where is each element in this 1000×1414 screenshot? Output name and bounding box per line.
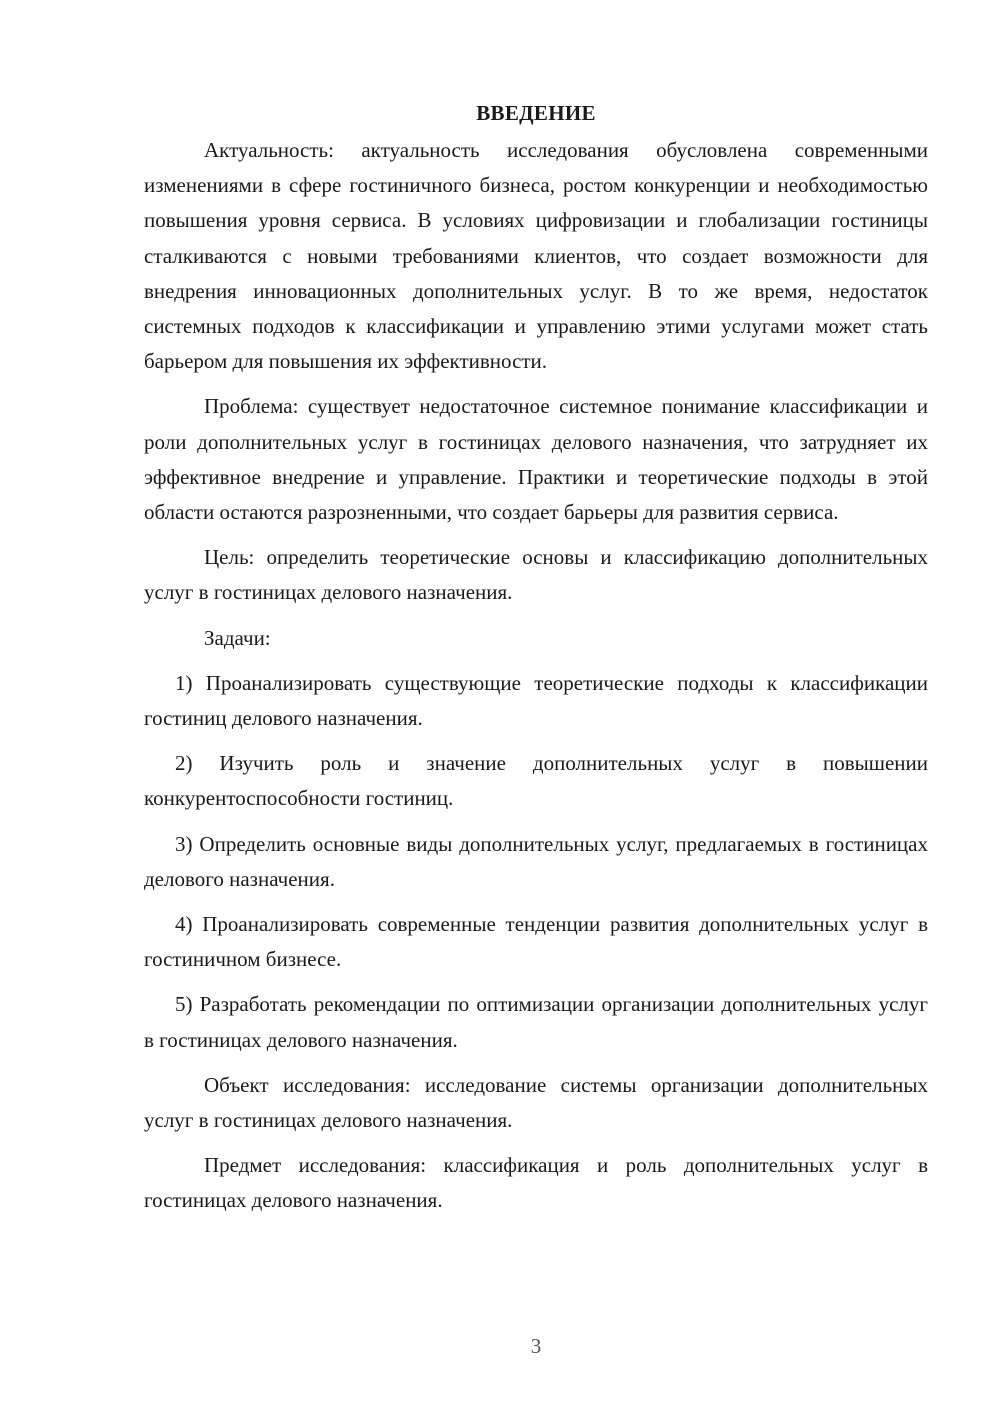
task-item-5: 5) Разработать рекомендации по оптимизации организации дополнительных услуг в гостиницах делового назначения. (144, 992, 928, 1052)
tasks-label: Задачи: (204, 625, 271, 650)
paragraph-subject: Предмет исследования: классификация и роль дополнительных услуг в гостиницах делового назначения. (144, 1153, 928, 1213)
page-heading: ВВЕДЕНИЕ (476, 101, 596, 125)
task-item-1: 1) Проанализировать существующие теоретические подходы к классификации гостиниц делового назначения. (144, 670, 928, 731)
paragraph-relevance: Актуальность: актуальность исследования обусловлена современными изменениями в сфере гостиничного бизнеса, ростом конкуренции и необходимостью повышения уровня сервиса. В условиях цифровизации и глобализации гостиницы сталкиваются с новыми требованиями клиентов, что создает возможности для внедрения инновационных дополнительных услуг. В то же время, недостаток системных подходов к классификации и управлению этими услугами может стать барьером для повышения их эффективности. (144, 138, 928, 374)
task-item-4: 4) Проанализировать современные тенденции развития дополнительных услуг в гостиничном бизнесе. (144, 912, 928, 972)
task-list (144, 666, 928, 1058)
page-number: 3 (530, 1334, 542, 1358)
task-item-2: 2) Изучить роль и значение дополнительных услуг в повышении конкурентоспособности гостиниц. (144, 751, 928, 811)
page-content (144, 96, 928, 1229)
paragraph-object: Объект исследования: исследование системы организации дополнительных услуг в гостиницах делового назначения. (144, 1072, 928, 1133)
paragraph-goal: Цель: определить теоретические основы и классификацию дополнительных услуг в гостиницах делового назначения. (144, 545, 928, 605)
paragraph-problem: Проблема: существует недостаточное системное понимание классификации и роли дополнительных услуг в гостиницах делового назначения, что затрудняет их эффективное внедрение и управление. Практики и теоретические подходы в этой области остаются разрозненными, что создает барьеры для развития сервиса. (144, 394, 928, 525)
task-item-3: 3) Определить основные виды дополнительных услуг, предлагаемых в гостиницах делового назначения. (144, 831, 928, 891)
